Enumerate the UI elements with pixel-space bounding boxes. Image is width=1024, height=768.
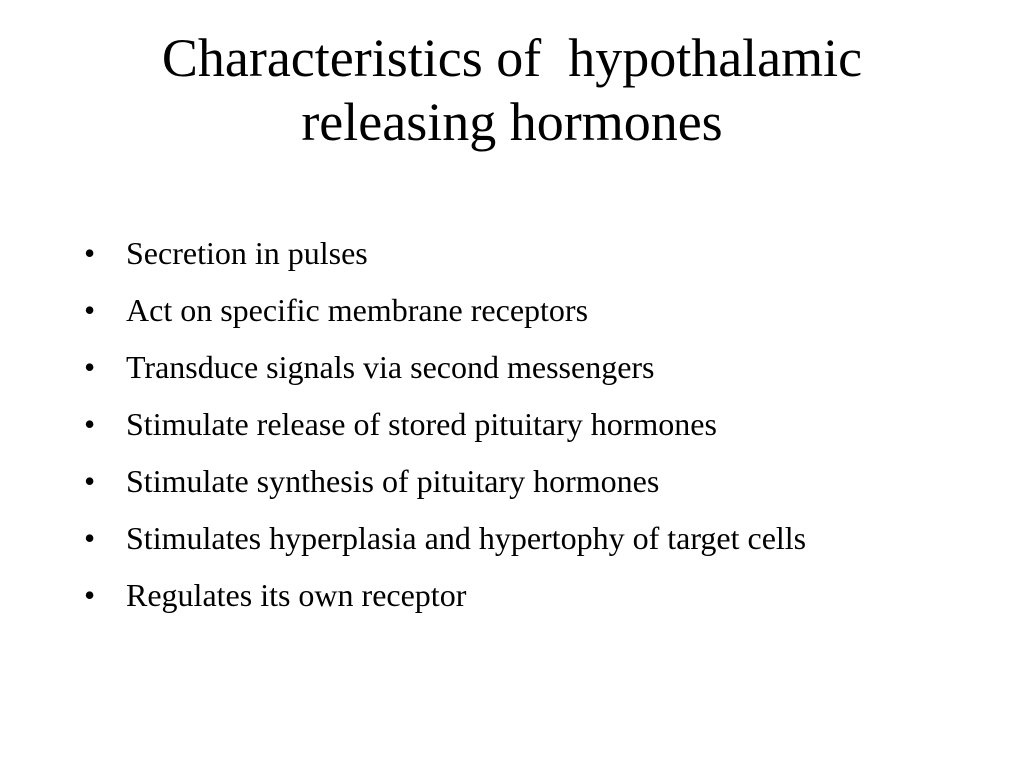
bullet-text: Stimulate synthesis of pituitary hormones [126,463,660,499]
bullet-item [84,230,914,276]
bullet-item [84,401,914,447]
bullet-text: Regulates its own receptor [126,577,467,613]
bullet-item [84,572,914,618]
bullet-item [84,515,914,561]
bullet-item [84,458,914,504]
bullet-text: Secretion in pulses [126,235,368,271]
bullet-icon: • [84,235,96,271]
bullet-icon: • [84,292,96,328]
bullet-icon: • [84,577,96,613]
bullet-icon: • [84,349,96,385]
bullet-icon: • [84,463,96,499]
bullet-icon: • [84,520,96,556]
bullet-text: Transduce signals via second messengers [126,349,655,385]
bullet-text: Stimulates hyperplasia and hypertophy of target cells [126,520,807,556]
bullet-text: Stimulate release of stored pituitary hormones [126,406,717,442]
bullet-item [84,344,914,390]
bullet-list [84,230,914,629]
slide-title-line-1: Characteristics of hypothalamic [161,28,863,88]
bullet-icon: • [84,406,96,442]
slide-title-line-2: releasing hormones [301,92,723,152]
bullet-text: Act on specific membrane receptors [126,292,589,328]
slide-title [60,26,964,154]
bullet-item [84,287,914,333]
